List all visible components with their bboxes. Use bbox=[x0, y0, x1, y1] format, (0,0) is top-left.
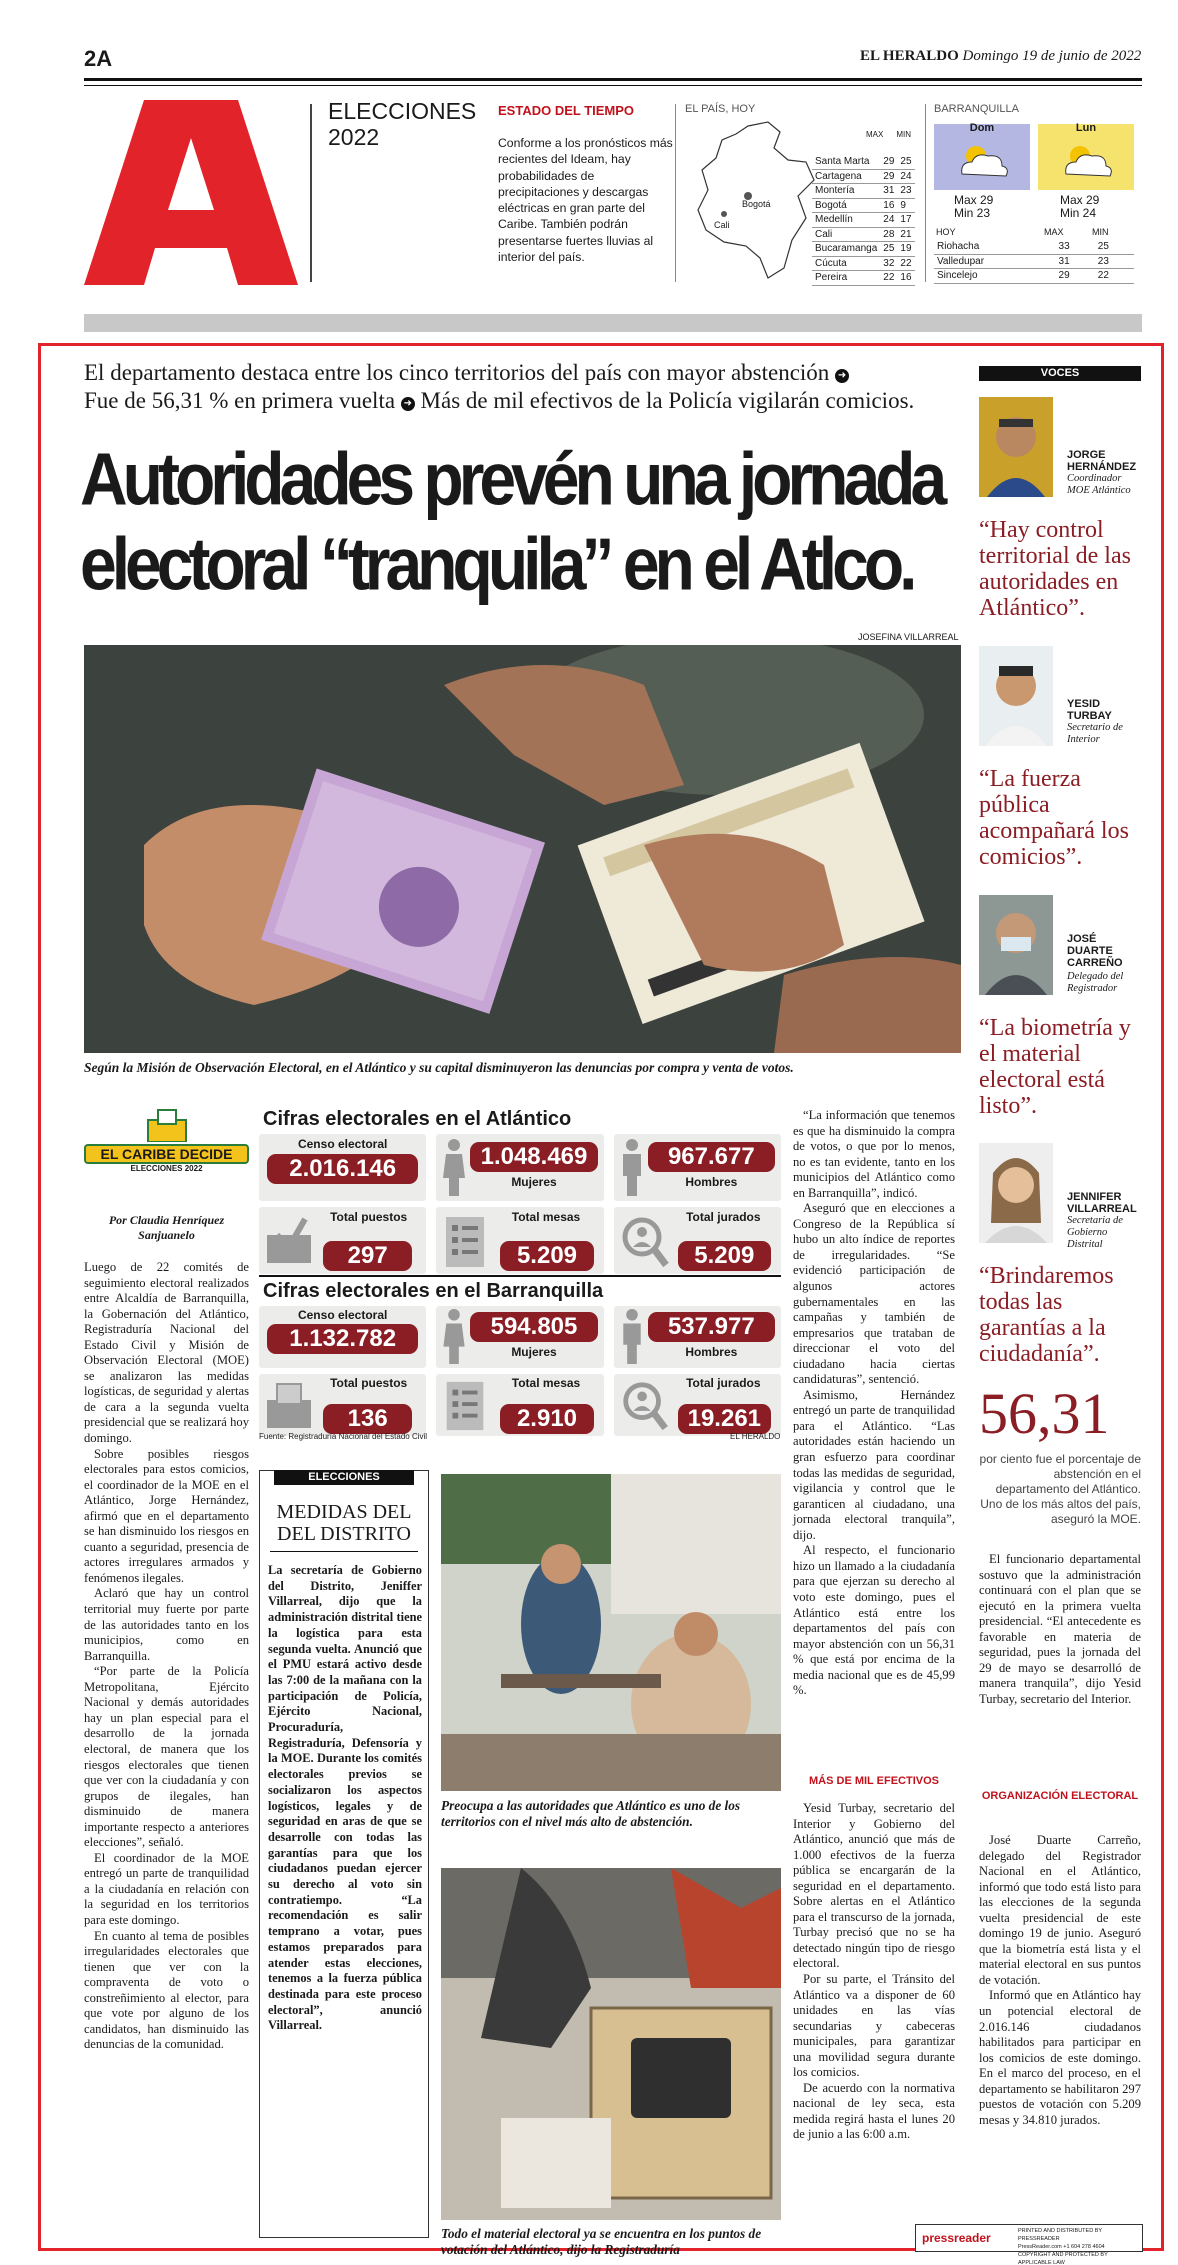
city-temperature-table bbox=[812, 155, 915, 286]
city-name: Riohacha bbox=[934, 240, 1056, 254]
bullet-arrow-icon: ➜ bbox=[835, 369, 849, 383]
censo-label: Censo electoral bbox=[297, 1137, 388, 1151]
mesas-label: Total mesas bbox=[511, 1210, 581, 1224]
ballot-box-icon bbox=[144, 1108, 190, 1142]
box-body: La secretaría de Gobierno del Distrito, Jeniffer Villarreal, dijo que la administración distrital tiene la logística para esta segunda vuelta. Anunció que el PMU estará activo desde las 7:00 de la mañana con la participación de Policía, Ejército Nacional, Procuraduría, Registraduría, Defensoría y la MOE. Durante los comités electorales previos se socializaron los aspectos logísticos, legales y de seguridad en aras de que se desarrolle con todas las garantías para que los ciudadanos puedan ejercer su derecho al voto sin contratiempo. “La recomendación es salir temprano a votar, pues estamos preparados para atender estas elecciones, tenemos a la fuerza pública destinada para este proceso electoral”, anunció Villarreal. bbox=[268, 1563, 422, 2033]
city-name: Cartagena bbox=[812, 169, 880, 184]
paragraph: De acuerdo con la normativa nacional de ley seca, esta medida regirá hasta el lunes 20 de junio a las 6:00 a.m. bbox=[793, 2080, 955, 2142]
headline-line2: electoral “tranquila” en el Atlco. bbox=[80, 522, 913, 606]
paragraph: “Por parte de la Policía Metropolitana, Ejército Nacional y demás autoridades hay un plan especial para el desarrollo de la jornada electoral, de manera que los riesgos electorales que tienen que ver con la ciudadanía y con grupos de ilegales, han disminuido de manera importante respecto a anteriores elecciones”, señaló. bbox=[84, 1664, 249, 1850]
day2-max: Max 29 bbox=[1060, 193, 1100, 207]
table-row bbox=[812, 155, 915, 169]
page-number: 2A bbox=[84, 46, 113, 71]
section-line2: 2022 bbox=[328, 124, 380, 150]
photo-material bbox=[441, 1868, 781, 2220]
byline bbox=[84, 1213, 249, 1243]
table-row bbox=[812, 242, 915, 257]
map-label-cali: Cali bbox=[714, 220, 730, 230]
stats-credit: EL HERALDO bbox=[730, 1432, 781, 1441]
portrait-photo bbox=[979, 397, 1053, 497]
paper-name: EL HERALDO bbox=[860, 48, 959, 64]
weather-text: Conforme a los pronósticos más recientes del Ideam, hay probabilidades de precipitaciones y descargas eléctricas en gran parte del Caribe. También podrán presentarse fuertes lluvias al interior del país. bbox=[498, 136, 673, 265]
day2-min: Min 24 bbox=[1060, 206, 1097, 220]
hoy-max-label: MAX bbox=[1044, 227, 1064, 237]
voces-title: VOCES bbox=[979, 366, 1141, 381]
city-name: Bucaramanga bbox=[812, 242, 880, 257]
city-max: 24 bbox=[880, 213, 897, 228]
table-row bbox=[812, 184, 915, 199]
stats-source: Fuente: Registraduría Nacional del Estado Civil bbox=[259, 1432, 428, 1441]
paragraph: Informó que en Atlántico hay un potencial electoral de 2.016.146 ciudadanos habilitados para participar en los comicios de este domingo. En el marco del proceso, en el departamento se habilitaron 297 puestos de votación con 5.209 mesas y 34.810 jurados. bbox=[979, 1988, 1141, 2127]
byline-line1: Por Claudia Henríquez bbox=[108, 1213, 225, 1227]
subhead-efectivos: MÁS DE MIL EFECTIVOS bbox=[809, 1775, 939, 1787]
woman-icon bbox=[442, 1138, 466, 1196]
puestos-cell bbox=[259, 1207, 426, 1274]
paragraph: El funcionario departamental sostuvo que la administración continuará con el plan que se ejecutó en la primera vuelta presidencial. “El antecedente es favorable en materia de seguridad, pues la jornada del 29 de mayo se desarrolló de manera tranquila”, dijo Yesid Turbay, secretario del Interior. bbox=[979, 1552, 1141, 1706]
mesas-value: 5.209 bbox=[500, 1241, 593, 1271]
voz-name: YESID TURBAY bbox=[1067, 698, 1112, 722]
kicker-line2b: Más de mil efectivos de la Policía vigilarán comicios. bbox=[420, 388, 915, 413]
portrait-photo bbox=[979, 895, 1053, 995]
jurados-label: Total jurados bbox=[686, 1210, 761, 1224]
stats-barranquilla bbox=[259, 1280, 781, 1438]
big-number-text: por ciento fue el porcentaje de abstención en el departamento del Atlántico. Uno de los más altos del país, aseguró la MOE. bbox=[979, 1452, 1141, 1526]
censo-cell bbox=[259, 1306, 426, 1368]
city-min: 19 bbox=[897, 242, 914, 257]
mesas-cell bbox=[436, 1207, 603, 1274]
section-title bbox=[328, 98, 476, 150]
city-max: 31 bbox=[880, 184, 897, 199]
forecast-day-2 bbox=[1038, 124, 1134, 190]
mesas-value: 2.910 bbox=[500, 1404, 593, 1434]
article-column-4 bbox=[979, 1552, 1141, 1707]
article-column-3b bbox=[793, 1801, 955, 2143]
table-row bbox=[812, 213, 915, 228]
city-min: 22 bbox=[1095, 269, 1134, 284]
mujeres-cell bbox=[436, 1306, 603, 1368]
big-number: 56,31 bbox=[979, 1381, 1110, 1446]
city-max: 25 bbox=[880, 242, 897, 257]
paragraph: En cuanto al tema de posibles irregularidades electorales que tienen que ver con la compraventa de voto o constreñimiento al elector, para que vote por alguno de los candidatos, han disminuido las denuncias de la comunidad. bbox=[84, 1928, 249, 2052]
kicker bbox=[84, 359, 964, 415]
table-row bbox=[934, 269, 1134, 284]
main-photo bbox=[84, 645, 961, 1053]
paragraph: Por su parte, el Tránsito del Atlántico va a disponer de 60 unidades en las vías secundarias y cabeceras municipales, para garantizar una movilidad segura durante los comicios. bbox=[793, 1972, 955, 2080]
voz-3 bbox=[979, 895, 1141, 1119]
city-max: 29 bbox=[880, 155, 897, 169]
map-label-bogota: Bogotá bbox=[742, 199, 771, 209]
city-min: 22 bbox=[897, 256, 914, 271]
mujeres-label: Mujeres bbox=[511, 1345, 557, 1359]
mujeres-label: Mujeres bbox=[511, 1175, 557, 1189]
gray-band bbox=[84, 314, 1142, 332]
paragraph: Luego de 22 comités de seguimiento electoral realizados entre Alcaldía de Barranquilla, la Gobernación del Atlántico, Registraduría Nacional del Estado Civil y Misión de Observación Electoral (MOE) se analizaron las medidas logísticas, de seguridad y alertas de cara a la segunda vuelta presidencial que se realizará hoy domingo. bbox=[84, 1260, 249, 1446]
document-list-icon bbox=[444, 1380, 486, 1432]
table-row bbox=[934, 240, 1134, 254]
city-name: Santa Marta bbox=[812, 155, 880, 169]
col-min: MIN bbox=[896, 130, 911, 139]
mujeres-value: 594.805 bbox=[470, 1312, 597, 1342]
search-person-icon bbox=[620, 1215, 670, 1269]
city-name: Sincelejo bbox=[934, 269, 1056, 284]
woman-icon bbox=[442, 1308, 466, 1364]
city-min: 25 bbox=[897, 155, 914, 169]
voz-quote: “La fuerza pública acompañará los comicios”. bbox=[979, 766, 1129, 870]
puestos-label: Total puestos bbox=[330, 1376, 408, 1390]
stats-divider bbox=[259, 1275, 781, 1277]
city-name: Montería bbox=[812, 184, 880, 199]
puestos-cell bbox=[259, 1374, 426, 1436]
weather-title: ESTADO DEL TIEMPO bbox=[498, 103, 635, 118]
table-row bbox=[812, 271, 915, 286]
censo-value: 1.132.782 bbox=[267, 1324, 418, 1354]
city-name: Cali bbox=[812, 227, 880, 242]
voz-quote: “La biometría y el material electoral está listo”. bbox=[979, 1015, 1131, 1119]
subhead-organizacion: ORGANIZACIÓN ELECTORAL bbox=[981, 1790, 1139, 1802]
censo-cell bbox=[259, 1134, 426, 1201]
table-row bbox=[812, 256, 915, 271]
byline-line2: Sanjuanelo bbox=[138, 1228, 195, 1242]
hombres-value: 537.977 bbox=[648, 1312, 775, 1342]
search-person-icon bbox=[620, 1380, 670, 1432]
weather-divider bbox=[675, 104, 676, 282]
voz-1 bbox=[979, 397, 1141, 621]
caribe-line2: ELECCIONES 2022 bbox=[130, 1164, 203, 1173]
city-max: 33 bbox=[1056, 240, 1095, 254]
stats-title: Cifras electorales en el Barranquilla bbox=[263, 1280, 604, 1302]
headline-line1: Autoridades prevén una jornada bbox=[80, 437, 943, 520]
article-column-1 bbox=[84, 1260, 249, 2053]
section-line1: ELECCIONES bbox=[328, 98, 477, 124]
pressreader-footer bbox=[915, 2224, 1143, 2265]
city-name: Cúcuta bbox=[812, 256, 880, 271]
section-divider bbox=[310, 104, 312, 282]
puestos-label: Total puestos bbox=[330, 1210, 408, 1224]
city-max: 31 bbox=[1056, 254, 1095, 269]
kicker-line2a: Fue de 56,31 % en primera vuelta bbox=[84, 388, 396, 413]
caribe-line1: EL CARIBE DECIDE bbox=[84, 1144, 249, 1164]
voz-2 bbox=[979, 646, 1141, 870]
mujeres-value: 1.048.469 bbox=[470, 1142, 597, 1172]
article-column-4b bbox=[979, 1833, 1141, 2128]
city-name: Medellín bbox=[812, 213, 880, 228]
col-max: MAX bbox=[866, 130, 884, 139]
portrait-photo bbox=[979, 646, 1053, 746]
puestos-value: 136 bbox=[323, 1404, 412, 1434]
article-column-3 bbox=[793, 1108, 955, 1699]
city-min: 24 bbox=[897, 169, 914, 184]
voz-quote: “Brindaremos todas las garantías a la ciudadanía”. bbox=[979, 1263, 1114, 1367]
city-max: 22 bbox=[880, 271, 897, 286]
footer-line3: COPYRIGHT AND PROTECTED BY APPLICABLE LAW bbox=[1018, 2252, 1108, 2265]
medidas-box bbox=[259, 1470, 429, 2238]
ballot-check-icon bbox=[265, 1215, 313, 1265]
city-min: 23 bbox=[897, 184, 914, 199]
city-max: 32 bbox=[880, 256, 897, 271]
photo-voters bbox=[441, 1474, 781, 1791]
man-icon bbox=[620, 1308, 644, 1364]
voz-name: JORGE HERNÁNDEZ bbox=[1067, 449, 1137, 473]
cloudy-sun-icon bbox=[1058, 138, 1114, 184]
ballot-box-icon bbox=[265, 1380, 313, 1430]
voz-quote: “Hay control territorial de las autoridades en Atlántico”. bbox=[979, 517, 1131, 621]
day-name: Lun bbox=[1075, 122, 1097, 134]
table-row bbox=[934, 254, 1134, 269]
bullet-arrow-icon: ➜ bbox=[401, 397, 415, 411]
city-min: 9 bbox=[897, 198, 914, 213]
paragraph: Asimismo, Hernández entregó un parte de tranquilidad para el Atlántico. “Las autoridades están haciendo un gran esfuerzo para coordinar todas las medidas de seguridad, vigilancia y control que le garanticen al ciudadano, una jornada electoral tranquila”, dijo. bbox=[793, 1387, 955, 1542]
voz-role: Secretario de Interior bbox=[1067, 722, 1123, 745]
hombres-label: Hombres bbox=[685, 1175, 738, 1189]
voz-name: JENNIFER VILLARREAL bbox=[1067, 1191, 1137, 1215]
voz-role: Secretaria de Gobierno Distrital bbox=[1067, 1215, 1123, 1250]
man-icon bbox=[620, 1138, 644, 1196]
table-row bbox=[812, 227, 915, 242]
date: Domingo 19 de junio de 2022 bbox=[962, 48, 1142, 64]
day-name: Dom bbox=[969, 122, 995, 134]
city-temp-header bbox=[866, 130, 911, 139]
mesas-label: Total mesas bbox=[511, 1376, 581, 1390]
cloudy-sun-icon bbox=[954, 138, 1010, 184]
voting-table-photo bbox=[441, 1474, 781, 1791]
paragraph: El coordinador de la MOE entregó un parte de tranquilidad a la ciudadanía en relación con la seguridad en los territorios para este domingo. bbox=[84, 1850, 249, 1927]
day2-temps bbox=[1060, 194, 1099, 220]
jurados-value: 5.209 bbox=[678, 1241, 771, 1271]
day1-max: Max 29 bbox=[954, 193, 994, 207]
paragraph: Al respecto, el funcionario hizo un llamado a la ciudadanía para que ejerzan su derecho al voto este domingo, pues el Atlántico está entre los departamentos del país con mayor abstención con un 56,31 % que está por encima de la media nacional que es de 45,99 %. bbox=[793, 1543, 955, 1698]
voz-role: Coordinador MOE Atlántico bbox=[1067, 473, 1131, 496]
mujeres-cell bbox=[436, 1134, 603, 1201]
footer-line1: PRINTED AND DISTRIBUTED BY PRESSREADER bbox=[1018, 2228, 1102, 2242]
electoral-material-photo bbox=[441, 1868, 781, 2220]
table-row bbox=[812, 198, 915, 213]
country-title: EL PAÍS, HOY bbox=[685, 103, 756, 115]
portrait-photo bbox=[979, 1143, 1053, 1243]
stats-title: Cifras electorales en el Atlántico bbox=[263, 1108, 572, 1130]
stats-atlantico bbox=[259, 1108, 781, 1276]
paragraph: Sobre posibles riesgos electorales para estos comicios, el coordinador de la MOE en el Atlántico, Jorge Hernández, afirmó que en el departamento se han disminuido los riesgos en cuanto a seguridad, presencia de actores irregulares armados y fenómenos ilegales. bbox=[84, 1446, 249, 1585]
paragraph: Aseguró que en elecciones a Congreso de la República sí hubo un alto índice de reportes de irregularidades. “Se evidenció participación de algunos actores gubernamentales en las campañas y también de empresarios que trataban de direccionar el voto del ciudadano hacia ciertas candidaturas”, sentenció. bbox=[793, 1201, 955, 1387]
box-tag: ELECCIONES bbox=[274, 1470, 414, 1485]
paragraph: Yesid Turbay, secretario del Interior y Gobierno del Atlántico, anunció que más de 1.000 efectivos de la fuerza pública se encargarán de la seguridad en el departamento. Sobre alertas en el Atlántico para el transcurso de la jornada, Turbay precisó que no se ha detectado ningún tipo de riesgo electoral. bbox=[793, 1801, 955, 1971]
hoy-table bbox=[934, 240, 1134, 284]
local-title: BARRANQUILLA bbox=[934, 103, 1019, 115]
city-min: 25 bbox=[1095, 240, 1134, 254]
city-name: Bogotá bbox=[812, 198, 880, 213]
jurados-cell bbox=[614, 1207, 781, 1274]
city-min: 16 bbox=[897, 271, 914, 286]
hombres-cell bbox=[614, 1134, 781, 1201]
voz-name: JOSÉ DUARTE CARREÑO bbox=[1067, 933, 1123, 969]
city-name: Pereira bbox=[812, 271, 880, 286]
city-min: 23 bbox=[1095, 254, 1134, 269]
voz-4 bbox=[979, 1143, 1141, 1367]
paragraph: Aclaró que hay un control territorial muy fuerte por parte de las autoridades tanto en los municipios, como en Barranquilla. bbox=[84, 1586, 249, 1663]
day1-min: Min 23 bbox=[954, 206, 991, 220]
hoy-min-label: MIN bbox=[1092, 227, 1109, 237]
city-max: 29 bbox=[1056, 269, 1095, 284]
hombres-label: Hombres bbox=[685, 1345, 738, 1359]
box-title: MEDIDAS DEL DEL DISTRITO bbox=[276, 1501, 412, 1545]
forecast-day-1 bbox=[934, 124, 1030, 190]
paragraph: José Duarte Carreño, delegado del Registrador Nacional en el Atlántico, informó que todo está listo para las elecciones de la segunda vuelta presidencial de este domingo 19 de junio. Aseguró que la biometría está lista y el material electoral en sus puntos de votación. bbox=[979, 1833, 1141, 1987]
puestos-value: 297 bbox=[323, 1241, 412, 1271]
city-min: 17 bbox=[897, 213, 914, 228]
censo-value: 2.016.146 bbox=[267, 1154, 418, 1184]
paragraph: “La información que tenemos es que ha disminuido la compra de votos, o que por lo menos, no es tan evidente, tanto en los municipios del Atlántico como en Barranquilla”, indicó. bbox=[793, 1108, 955, 1200]
hoy-header bbox=[936, 227, 1134, 237]
city-max: 28 bbox=[880, 227, 897, 242]
jurados-cell bbox=[614, 1374, 781, 1436]
money-hands-photo bbox=[84, 645, 961, 1053]
main-caption: Según la Misión de Observación Electoral, en el Atlántico y su capital disminuyeron las denuncias por compra y venta de votos. bbox=[84, 1060, 794, 1075]
hoy-label: HOY bbox=[936, 227, 956, 237]
city-max: 16 bbox=[880, 198, 897, 213]
pressreader-logo: pressreader bbox=[922, 2231, 991, 2245]
city-max: 29 bbox=[880, 169, 897, 184]
local-divider bbox=[925, 104, 926, 282]
pressreader-text bbox=[1018, 2227, 1142, 2265]
voz-role: Delegado del Registrador bbox=[1067, 971, 1124, 994]
header-rule bbox=[84, 78, 1142, 81]
footer-line2: PressReader.com +1 604 278 4604 bbox=[1018, 2244, 1105, 2250]
jurados-label: Total jurados bbox=[686, 1376, 761, 1390]
censo-label: Censo electoral bbox=[297, 1308, 388, 1322]
section-letter-a-icon bbox=[84, 100, 298, 285]
hombres-value: 967.677 bbox=[648, 1142, 775, 1172]
header-rule-thin bbox=[84, 85, 1142, 86]
mesas-cell bbox=[436, 1374, 603, 1436]
document-list-icon bbox=[444, 1215, 486, 1269]
hombres-cell bbox=[614, 1306, 781, 1368]
box-rule bbox=[270, 1551, 418, 1552]
city-name: Valledupar bbox=[934, 254, 1056, 269]
jurados-value: 19.261 bbox=[678, 1404, 771, 1434]
photo-voters-caption: Preocupa a las autoridades que Atlántico es uno de los territorios con el nivel más alto de abstención. bbox=[441, 1798, 741, 1829]
masthead-date bbox=[860, 48, 1141, 65]
photo-credit: JOSEFINA VILLARREAL bbox=[858, 632, 959, 642]
kicker-line1: El departamento destaca entre los cinco territorios del país con mayor abstención bbox=[84, 360, 830, 385]
table-row bbox=[812, 169, 915, 184]
city-min: 21 bbox=[897, 227, 914, 242]
caribe-decide-logo bbox=[84, 1108, 249, 1176]
day1-temps bbox=[954, 194, 993, 220]
headline bbox=[80, 436, 980, 606]
photo-material-caption: Todo el material electoral ya se encuentra en los puntos de votación del Atlántico, dijo la Registraduría bbox=[441, 2226, 762, 2257]
